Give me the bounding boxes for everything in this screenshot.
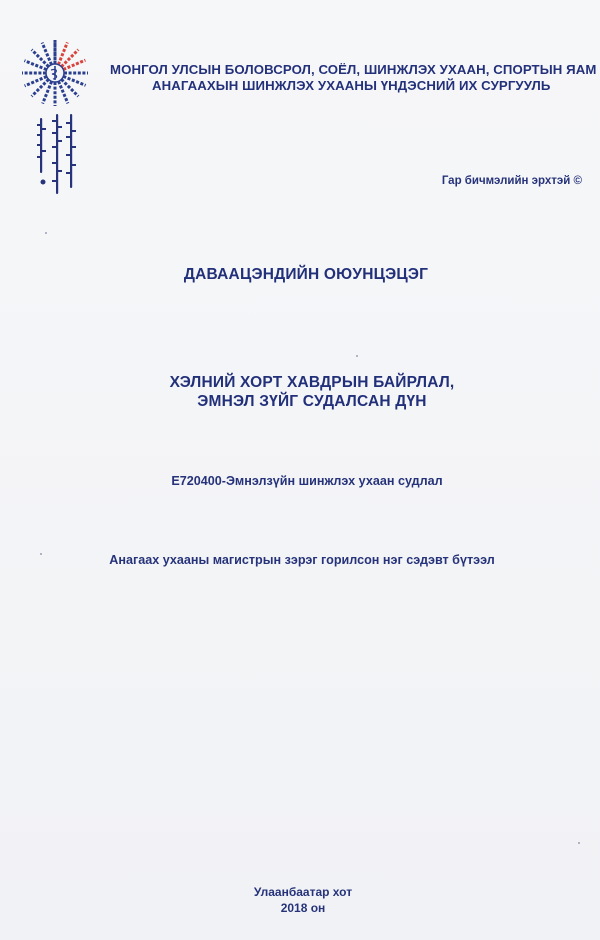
- place-and-year: [0, 884, 600, 916]
- paper-speck: [356, 355, 358, 357]
- mongolian-script-university-name-icon: [32, 110, 82, 215]
- author-name: ДАВААЦЭНДИЙН ОЮУНЦЭЦЭГ: [183, 266, 429, 283]
- university-name: АНАГААХЫН ШИНЖЛЭХ УХААНЫ ҮНДЭСНИЙ ИХ СУРГУУЛЬ: [152, 78, 551, 93]
- manuscript-rights-note: Гар бичмэлийн эрхтэй ©: [441, 175, 582, 187]
- thesis-title-line-2: ЭМНЭЛ ЗҮЙГ СУДАЛСАН ДҮН: [197, 393, 427, 410]
- specialty-code: Е720400-Эмнэлзүйн шинжлэх ухаан судлал: [171, 474, 443, 488]
- thesis-title-line-1: ХЭЛНИЙ ХОРТ ХАВДРЫН БАЙРЛАЛ,: [169, 374, 455, 391]
- year: 2018 он: [280, 901, 326, 915]
- paper-speck: [40, 553, 42, 555]
- degree-note: Анагаах ухааны магистрын зэрэг горилсон нэг сэдэвт бүтээл: [109, 553, 495, 567]
- paper-speck: [578, 842, 580, 844]
- ministry-university-header: [110, 62, 597, 94]
- city: Улаанбаатар хот: [253, 885, 353, 899]
- paper-speck: [45, 232, 47, 234]
- thesis-title: [0, 373, 600, 411]
- university-emblem-icon: [20, 38, 90, 108]
- ministry-name: МОНГОЛ УЛСЫН БОЛОВСРОЛ, СОЁЛ, ШИНЖЛЭХ УХААН, СПОРТЫН ЯАМ: [110, 62, 597, 77]
